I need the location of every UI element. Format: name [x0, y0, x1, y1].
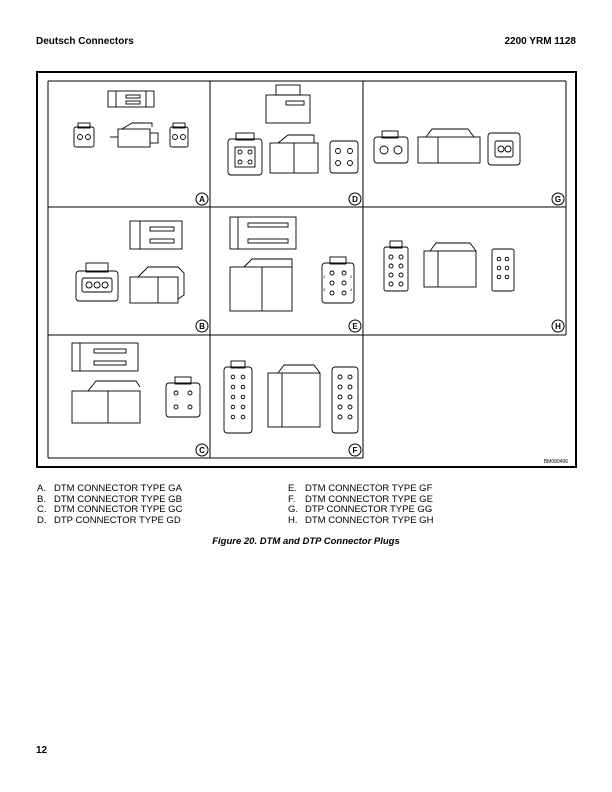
connector-type-gg-drawing: [374, 129, 520, 165]
legend-text: DTM CONNECTOR TYPE GC: [54, 504, 183, 515]
panel-label-g: G: [554, 195, 562, 204]
connector-type-gb-drawing: [76, 221, 184, 303]
panel-label-d: D: [352, 195, 358, 204]
legend-text: DTP CONNECTOR TYPE GD: [54, 514, 181, 526]
header-document-code: 2200 YRM 1128: [504, 36, 576, 47]
legend-text: DTM CONNECTOR TYPE GE: [305, 493, 433, 505]
pin-label: 4: [350, 287, 353, 292]
connector-type-gf-drawing: [230, 217, 354, 311]
panel-label-h: H: [555, 322, 561, 331]
page-number: 12: [36, 745, 48, 756]
connector-type-gc-drawing: [72, 343, 200, 423]
connector-figure: [36, 71, 577, 468]
legend-text: DTM CONNECTOR TYPE GB: [54, 493, 182, 505]
connector-illustration: [38, 73, 575, 466]
pin-label: 3: [323, 287, 326, 292]
legend-text: DTM CONNECTOR TYPE GA: [54, 483, 182, 494]
pin-label: 1: [323, 274, 326, 279]
pin-label: 2: [350, 274, 353, 279]
connector-type-ge-drawing: [224, 361, 358, 433]
legend-column-1: [37, 484, 182, 526]
connector-type-ga-drawing: [74, 91, 188, 147]
legend-key: C.: [37, 504, 47, 515]
panel-label-f: F: [352, 446, 358, 455]
legend-key: H.: [288, 514, 298, 526]
legend-key: F.: [288, 493, 296, 505]
panel-label-c: C: [199, 446, 205, 455]
figure-caption: Figure 20. DTM and DTP Connector Plugs: [212, 536, 400, 547]
legend-item: [288, 516, 433, 527]
figure-code: BM080496: [543, 459, 568, 465]
panel-label-e: E: [352, 322, 358, 331]
legend-text: DTM CONNECTOR TYPE GF: [305, 483, 433, 494]
connector-type-gd-drawing: [228, 85, 358, 175]
legend-text: DTP CONNECTOR TYPE GG: [305, 504, 433, 515]
connector-type-gh-drawing: [384, 241, 514, 291]
legend-item: [37, 516, 182, 527]
panel-label-b: B: [199, 322, 205, 331]
legend-key: E.: [288, 483, 297, 494]
legend-column-2: [288, 484, 433, 526]
header-section-title: Deutsch Connectors: [36, 36, 134, 47]
panel-label-circles: [196, 193, 564, 456]
legend-key: G.: [288, 504, 299, 515]
legend-key: B.: [37, 493, 46, 505]
panel-label-a: A: [199, 195, 205, 204]
legend-text: DTM CONNECTOR TYPE GH: [305, 514, 434, 526]
legend-key: D.: [37, 514, 47, 526]
pin-numbers: [323, 274, 353, 292]
legend-key: A.: [37, 483, 46, 494]
